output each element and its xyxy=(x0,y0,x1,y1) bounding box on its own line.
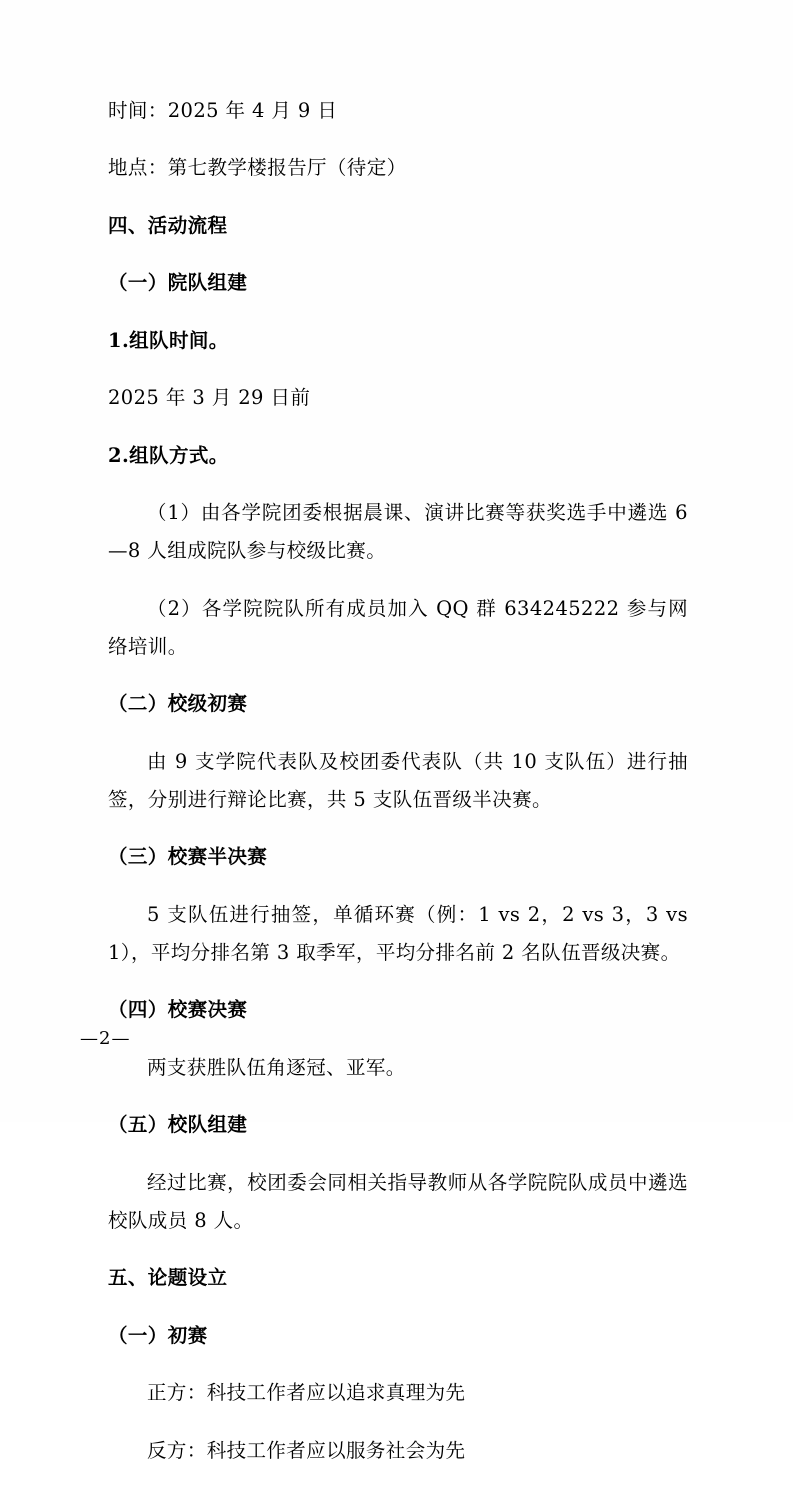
document-line: 由 9 支学院代表队及校团委代表队（共 10 支队伍）进行抽签，分别进行辩论比赛，共 5 支队伍晋级半决赛。 xyxy=(108,749,688,811)
document-line: 地点：第七教学楼报告厅（待定） xyxy=(108,156,407,179)
document-body xyxy=(108,72,695,1489)
document-line: 1.组队时间。 xyxy=(108,328,229,352)
page-footer xyxy=(80,1028,713,1049)
subsection-heading: （一）初赛 xyxy=(108,1323,208,1347)
subsection-heading: （三）校赛半决赛 xyxy=(108,845,268,868)
document-line: 2025 年 3 月 29 日前 xyxy=(108,386,311,409)
page-number: —2— xyxy=(80,1028,131,1049)
section-heading: 五、论题设立 xyxy=(108,1266,228,1289)
document-line: 时间：2025 年 4 月 9 日 xyxy=(108,98,338,122)
document-line: 正方：科技工作者应以追求真理为先 xyxy=(147,1381,466,1404)
document-line: 5 支队伍进行抽签，单循环赛（例：1 vs 2，2 vs 3，3 vs 1），平均分排名第 3 取季军，平均分排名前 2 名队伍晋级决赛。 xyxy=(108,902,695,964)
section-heading: 四、活动流程 xyxy=(108,213,228,237)
document-line: 两支获胜队伍角逐冠、亚军。 xyxy=(147,1055,406,1079)
subsection-heading: （五）校队组建 xyxy=(108,1113,248,1136)
document-line: （1）由各学院团委根据晨课、演讲比赛等获奖选手中遴选 6—8 人组成院队参与校级比赛。 xyxy=(108,501,688,562)
document-line: 经过比赛，校团委会同相关指导教师从各学院院队成员中遴选校队成员 8 人。 xyxy=(108,1170,688,1232)
document-line: 2.组队方式。 xyxy=(108,443,229,467)
document-line: 反方：科技工作者应以服务社会为先 xyxy=(147,1438,466,1462)
subsection-heading: （一）院队组建 xyxy=(108,271,248,294)
subsection-heading: （四）校赛决赛 xyxy=(108,998,248,1021)
document-line: （2）各学院院队所有成员加入 QQ 群 634245222 参与网络培训。 xyxy=(108,596,688,658)
subsection-heading: （二）校级初赛 xyxy=(108,692,248,715)
